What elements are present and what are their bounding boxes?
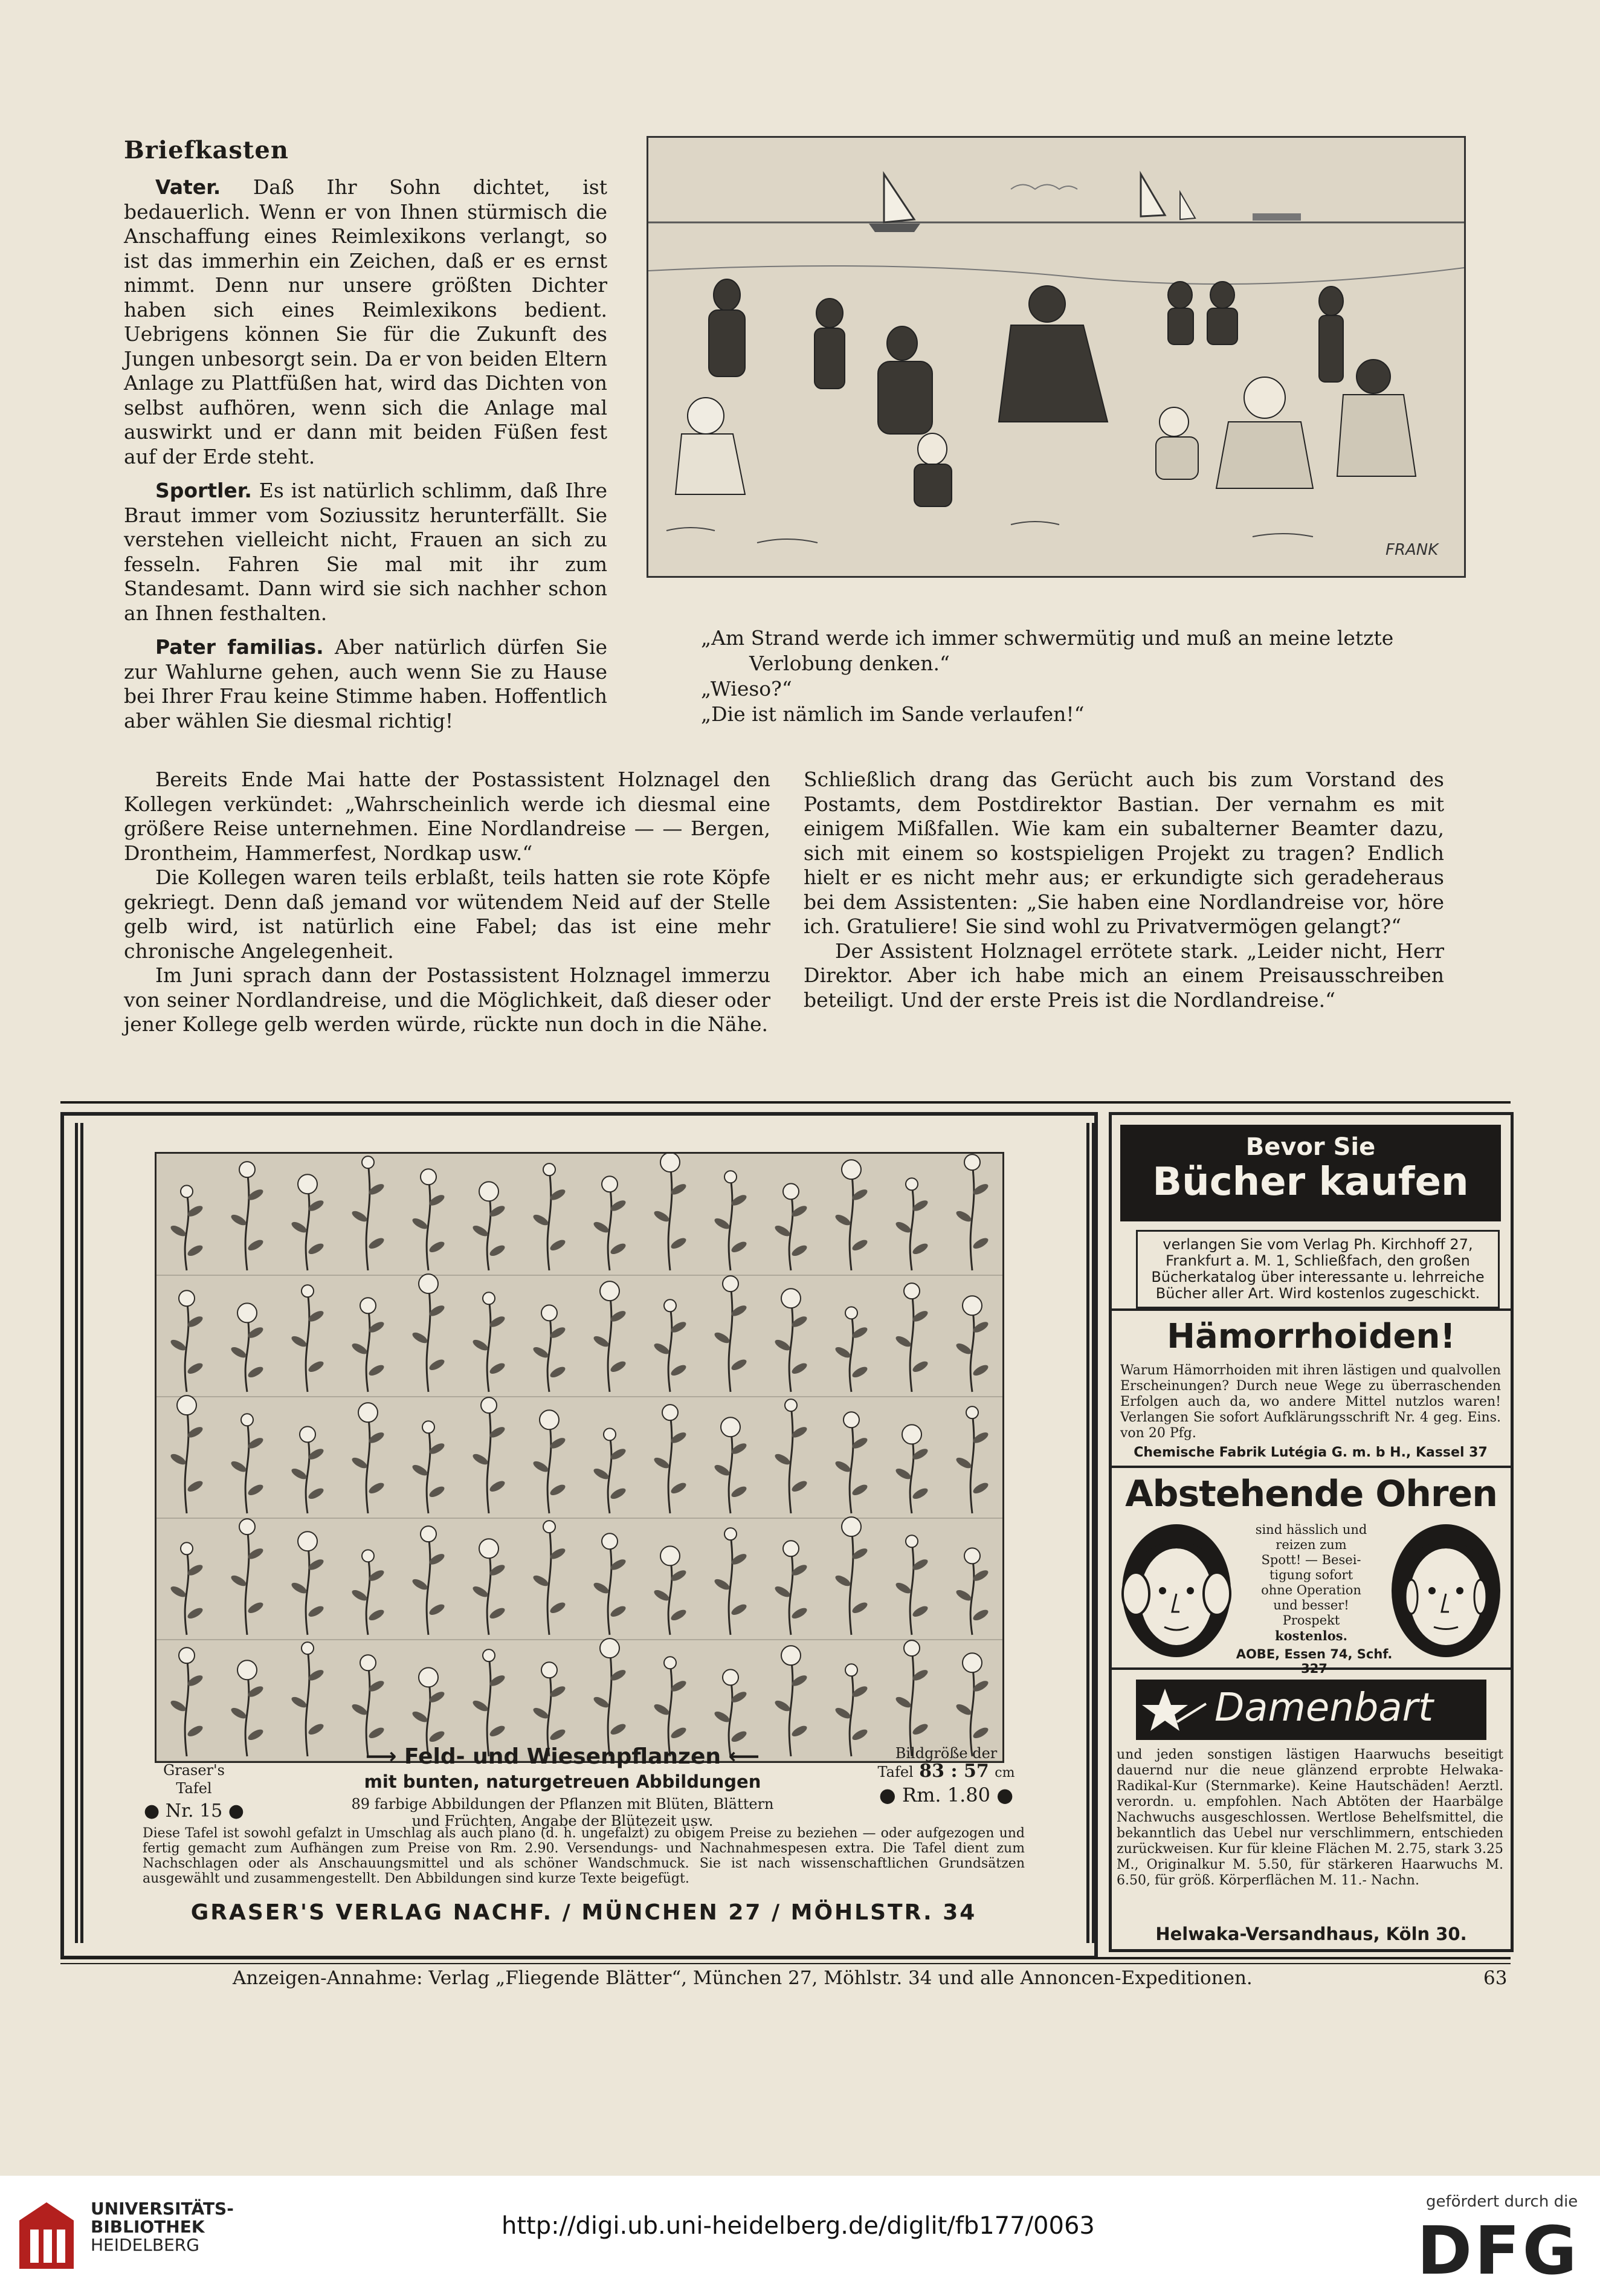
story-paragraph: Schließlich drang das Gerücht auch bis zum Vorstand des Postamts, dem Postdirektor Bastian. Der vernahm es mit einigem Mißfallen. Wie kam ein subalterner Beamter dazu, sich mit einem so kostspieligen Projekt zu tragen? Endlich hielt er es nicht mehr aus; er erkundigte sich geradeheraus bei dem Assistenten: „Sie haben eine Nordlandreise vor, höre ich. Gratuliere! Sie sind wohl zu Privatvermögen gelangt?“ xyxy=(804,768,1444,938)
botanical-plate-drawing xyxy=(156,1154,1002,1761)
plant-illustration xyxy=(471,1182,506,1270)
plant-illustration xyxy=(532,1305,567,1392)
plant-illustration xyxy=(653,1154,688,1270)
botanical-plate xyxy=(155,1152,1004,1763)
plant-illustration xyxy=(773,1646,808,1756)
size-unit: cm xyxy=(995,1765,1015,1780)
right-ads-column xyxy=(1109,1112,1514,1952)
plant-illustration xyxy=(411,1421,446,1513)
plant-illustration xyxy=(834,1664,869,1756)
ad-damenbart-company: Helwaka-Versandhaus, Köln 30. xyxy=(1155,1924,1467,1944)
plant-illustration xyxy=(230,1303,265,1392)
story-paragraph: Die Kollegen waren teils erblaßt, teils hatten sie rote Köpfe gekriegt. Denn daß jemand vor wütendem Neid auf der Stelle gelb wird, ist natürlich eine Fabel; das ist eine mehr chronische Angelegenheit. xyxy=(124,865,770,963)
plant-illustration xyxy=(773,1289,808,1392)
plant-illustration xyxy=(230,1162,265,1270)
size-value: 83 : 57 xyxy=(919,1761,989,1782)
plant-illustration xyxy=(894,1640,929,1756)
plant-illustration xyxy=(350,1655,385,1756)
plant-illustration xyxy=(532,1163,567,1270)
star-icon xyxy=(1141,1686,1207,1734)
size-value-prefix: Tafel xyxy=(877,1764,914,1780)
label-line: Tafel xyxy=(176,1780,212,1797)
ohren-line: tigung sofort xyxy=(1269,1568,1353,1582)
entry-name: Sportler. xyxy=(155,479,252,502)
size-value-line xyxy=(850,1762,1043,1782)
plant-illustration xyxy=(653,1657,688,1756)
plant-illustration xyxy=(350,1550,385,1635)
library-name-line: UNIVERSITÄTS- xyxy=(91,2199,234,2219)
entry-text: Daß Ihr Sohn dichtet, ist bedauerlich. Wenn er von Ihnen stürmisch die Anschaffung eines Reimlexikons verlangt, so ist das immerhin ein Zeichen, daß er es ernst nimmt. Denn nur unsere größten Dichter haben sich eines Reimlexikons bedient. Uebrigens können Sie für die Zukunft des Jungen unbesorgt sein. Da er von beiden Eltern Anlage zu Plattfüßen hat, wird das Dichten von selbst aufhören, wenn sich die Anlage mal auswirkt und er dann mit beiden Füßen fest auf der Erde steht. xyxy=(124,175,607,468)
plant-illustration xyxy=(955,1653,990,1756)
graser-title-block xyxy=(282,1744,844,1829)
entry-text: Aber natürlich dürfen Sie zur Wahlurne gehen, auch wenn Sie zu Hause bei Ihrer Frau keine Stimme haben. Hoffentlich aber wählen Sie diesmal richtig! xyxy=(124,635,607,732)
ad-ohren-address: AOBE, Essen 74, Schf. 327 xyxy=(1236,1647,1393,1676)
page-footer-text: Anzeigen-Annahme: Verlag „Fliegende Blätter“, München 27, Möhlstr. 34 und alle Annoncen-Expeditionen. xyxy=(233,1967,1253,1989)
plant-illustration xyxy=(532,1521,567,1635)
ad-haemorrhoiden xyxy=(1112,1311,1511,1468)
plant-illustration xyxy=(411,1526,446,1635)
arrow-left-icon: ⟵ xyxy=(721,1744,760,1769)
plant-illustration xyxy=(955,1406,990,1513)
graser-left-label xyxy=(143,1761,245,1820)
plant-illustration xyxy=(592,1533,627,1635)
entry-name: Vater. xyxy=(155,175,221,199)
plant-illustration xyxy=(471,1539,506,1635)
plant-illustration xyxy=(894,1535,929,1635)
plant-illustration xyxy=(894,1424,929,1513)
story-paragraph: Bereits Ende Mai hatte der Postassistent Holznagel den Kollegen verkündet: „Wahrscheinlich werde ich diesmal eine größere Reise unternehmen. Eine Nordlandreise — — Bergen, Drontheim, Hammerfest, Nordkap usw.“ xyxy=(124,768,770,865)
ad-ohren xyxy=(1112,1468,1511,1676)
plant-illustration xyxy=(713,1171,748,1270)
ad-damenbart-banner xyxy=(1136,1680,1486,1740)
ad-damenbart-body: und jeden sonstigen lästigen Haarwuchs beseitigt dauernd nur die neue glänzend erprobte Helwaka-Radikal-Kur (Sternmarke). Keine Hautschäden! Aerztl. verordn. u. empfohlen. Nach Abtöten der Haarbälge Nachwuchs ausgeschlossen. Wertlose Behelfsmittel, die bekanntlich das Uebel nur verschlimmern, entschieden zurückweisen. Kur für kleine Flächen M. 2.75, stark 3.25 M., Originalkur M. 5.50, für stärkeren Haarwuchs M. 6.50, für größ. Körperflächen M. 11.- Nachn. xyxy=(1117,1747,1503,1888)
ad-haemorrhoiden-company: Chemische Fabrik Lutégia G. m. b H., Kassel 37 xyxy=(1134,1445,1488,1460)
plant-illustration xyxy=(411,1274,446,1392)
plant-illustration xyxy=(169,1290,204,1392)
ad-haemorrhoiden-title: Hämorrhoiden! xyxy=(1167,1317,1456,1356)
graser-title-text: Feld- und Wiesenpflanzen xyxy=(404,1744,721,1769)
library-name-line: BIBLIOTHEK xyxy=(91,2217,205,2237)
graser-subtitle: mit bunten, naturgetreuen Abbildungen xyxy=(364,1771,761,1792)
ad-section-bottom-rule xyxy=(60,1957,1511,1959)
ohren-line: Prospekt xyxy=(1282,1613,1340,1628)
ad-buecher-line2: Bücher kaufen xyxy=(1152,1160,1469,1205)
story-left-column xyxy=(124,768,770,1037)
plant-illustration xyxy=(834,1307,869,1392)
price-value: Rm. 1.80 xyxy=(902,1783,991,1806)
plant-illustration xyxy=(290,1531,325,1635)
plant-illustration xyxy=(290,1174,325,1270)
plant-illustration xyxy=(773,1399,808,1513)
plant-illustration xyxy=(834,1412,869,1513)
ad-buecher xyxy=(1112,1115,1511,1311)
plant-illustration xyxy=(230,1414,265,1513)
label-line: Graser's xyxy=(163,1762,225,1779)
plant-illustration xyxy=(471,1292,506,1392)
ad-haemorrhoiden-body: Warum Hämorrhoiden mit ihren lästigen und qualvollen Erscheinungen? Durch neue Wege zu überraschenden Erfolgen auch da, wo andere Mittel nutzlos waren! Verlangen Sie sofort Aufklärungsschrift Nr. 4 geg. Eins. von 20 Pfg. xyxy=(1120,1363,1501,1441)
face-left-icon xyxy=(1119,1521,1234,1660)
entry-name: Pater familias. xyxy=(155,635,324,659)
plant-illustration xyxy=(955,1296,990,1392)
size-label: Bildgröße der xyxy=(895,1745,998,1762)
ad-buecher-body: verlangen Sie vom Verlag Ph. Kirchhoff 27, Frankfurt a. M. 1, Schließfach, den großen Bücherkatalog über interessante u. lehrreiche Bücher aller Art. Wird kostenlos zugeschickt. xyxy=(1136,1230,1500,1308)
ad-damenbart xyxy=(1112,1670,1511,1949)
ad-buecher-line1: Bevor Sie xyxy=(1245,1133,1376,1161)
ohren-line: und besser! xyxy=(1273,1598,1349,1612)
caption-line: „Die ist nämlich im Sande verlaufen!“ xyxy=(701,702,1085,726)
plant-illustration xyxy=(713,1417,748,1513)
page-number: 63 xyxy=(1483,1967,1508,1989)
plant-illustration xyxy=(169,1542,204,1635)
caption-line: Verlobung denken.“ xyxy=(749,652,950,675)
library-logo-icon xyxy=(13,2196,80,2275)
graser-publisher: GRASER'S VERLAG NACHF. / MÜNCHEN 27 / MÖHLSTR. 34 xyxy=(190,1900,977,1925)
plant-illustration xyxy=(532,1410,567,1513)
ohren-line: kostenlos. xyxy=(1275,1628,1347,1643)
plant-illustration xyxy=(169,1185,204,1270)
plant-illustration xyxy=(169,1648,204,1756)
graser-size-block xyxy=(850,1744,1043,1804)
plant-illustration xyxy=(592,1281,627,1392)
plant-illustration xyxy=(653,1546,688,1635)
plant-illustration xyxy=(290,1642,325,1756)
arrow-right-icon: ⟶ xyxy=(365,1744,404,1769)
table-number: ● Nr. 15 ● xyxy=(144,1800,244,1822)
ad-section-bottom-rule xyxy=(60,1963,1511,1964)
table-number-value: Nr. 15 xyxy=(165,1800,223,1822)
digitization-url[interactable]: http://digi.ub.uni-heidelberg.de/diglit/fb177/0063 xyxy=(502,2212,1095,2240)
plant-illustration xyxy=(713,1528,748,1635)
library-bar xyxy=(0,2176,1600,2296)
plant-illustration xyxy=(834,1160,869,1270)
plant-illustration xyxy=(713,1669,748,1756)
briefkasten-column xyxy=(124,175,607,733)
caption-line: „Wieso?“ xyxy=(701,677,792,700)
plant-illustration xyxy=(713,1276,748,1392)
plant-illustration xyxy=(955,1548,990,1635)
ad-ohren-title: Abstehende Ohren xyxy=(1125,1473,1497,1515)
caption-line: „Am Strand werde ich immer schwermütig und muß an meine letzte xyxy=(701,626,1394,650)
plant-illustration xyxy=(169,1395,204,1513)
ad-buecher-banner xyxy=(1120,1125,1501,1221)
ohren-line: ohne Operation xyxy=(1261,1583,1361,1597)
plant-illustration xyxy=(894,1283,929,1392)
face-right-icon xyxy=(1389,1521,1503,1660)
beach-cartoon-drawing xyxy=(648,138,1464,576)
plant-illustration xyxy=(653,1299,688,1392)
plant-illustration xyxy=(471,1397,506,1513)
plant-illustration xyxy=(230,1519,265,1635)
plant-illustration xyxy=(411,1667,446,1756)
ad-section-rule xyxy=(60,1101,1511,1104)
cartoon-caption xyxy=(701,626,1462,727)
graser-body: Diese Tafel ist sowohl gefalzt in Umschlag als auch plano (d. h. ungefalzt) zu obigem Preise zu beziehen — oder aufgezogen und fertig gemacht zum Aufhängen zum Preise von Rm. 2.90. Versendungs- und Nachnahmespesen extra. Die Tafel dient zum Nachschlagen oder als Anschauungsmittel und als schöner Wandschmuck. Sie ist nach wissenschaftlichen Grundsätzen ausgewählt und zusammengestellt. Den Abbildungen sind kurze Texte beigefügt. xyxy=(143,1826,1025,1886)
plant-illustration xyxy=(532,1662,567,1756)
beach-cartoon xyxy=(647,136,1466,578)
plant-illustration xyxy=(773,1183,808,1270)
plant-illustration xyxy=(411,1169,446,1270)
plant-illustration xyxy=(290,1285,325,1392)
plant-illustration xyxy=(592,1176,627,1270)
briefkasten-entry xyxy=(124,175,607,469)
cartoon-signature: FRANK xyxy=(1385,541,1439,559)
ohren-line: Spott! — Besei- xyxy=(1261,1553,1361,1567)
plant-illustration xyxy=(350,1298,385,1392)
graser-title xyxy=(282,1744,844,1769)
graser-description: 89 farbige Abbildungen der Pflanzen mit Blüten, Blättern und Früchten, Angabe der Blütezeit usw. xyxy=(351,1796,774,1829)
library-name-line: HEIDELBERG xyxy=(91,2235,199,2255)
entry-text: Es ist natürlich schlimm, daß Ihre Braut immer vom Soziussitz herunterfällt. Sie verstehen vielleicht nicht, Frauen an sich zu fesseln. Fahren Sie mal mit ihr zum Standesamt. Dann wird sie sich nachher schon an Ihnen festhalten. xyxy=(124,479,607,625)
plant-illustration xyxy=(230,1660,265,1756)
ad-damenbart-title: Damenbart xyxy=(1215,1686,1434,1730)
plant-illustration xyxy=(350,1156,385,1270)
ohren-line: reizen zum xyxy=(1276,1538,1347,1552)
dfg-logo: DFG xyxy=(1417,2212,1579,2289)
plant-illustration xyxy=(773,1541,808,1635)
briefkasten-heading: Briefkasten xyxy=(124,136,289,164)
funded-by-text: gefördert durch die xyxy=(1426,2193,1578,2211)
plant-illustration xyxy=(592,1428,627,1513)
graser-ad xyxy=(60,1112,1098,1959)
story-paragraph: Der Assistent Holznagel errötete stark. „Leider nicht, Herr Direktor. Aber ich habe mich an einem Preisausschreiben beteiligt. Und der erste Preis ist die Nordlandreise.“ xyxy=(804,939,1444,1012)
plant-illustration xyxy=(290,1426,325,1513)
briefkasten-entry xyxy=(124,479,607,626)
plant-illustration xyxy=(653,1405,688,1513)
plant-illustration xyxy=(471,1649,506,1756)
ohren-line: sind hässlich und xyxy=(1255,1522,1367,1537)
briefkasten-entry xyxy=(124,635,607,733)
plant-illustration xyxy=(350,1403,385,1513)
plant-illustration xyxy=(894,1178,929,1270)
price-line: ● Rm. 1.80 ● xyxy=(879,1783,1014,1806)
plant-illustration xyxy=(955,1154,990,1270)
plant-illustration xyxy=(834,1517,869,1635)
plant-illustration xyxy=(592,1638,627,1756)
story-right-column xyxy=(804,768,1444,1012)
library-name xyxy=(91,2200,234,2254)
story-paragraph: Im Juni sprach dann der Postassistent Holznagel immerzu von seiner Nordlandreise, und die Möglichkeit, daß dieser oder jener Kollege gelb werden würde, rückte nun doch in die Nähe. xyxy=(124,963,770,1036)
ad-ohren-text xyxy=(1239,1522,1384,1643)
